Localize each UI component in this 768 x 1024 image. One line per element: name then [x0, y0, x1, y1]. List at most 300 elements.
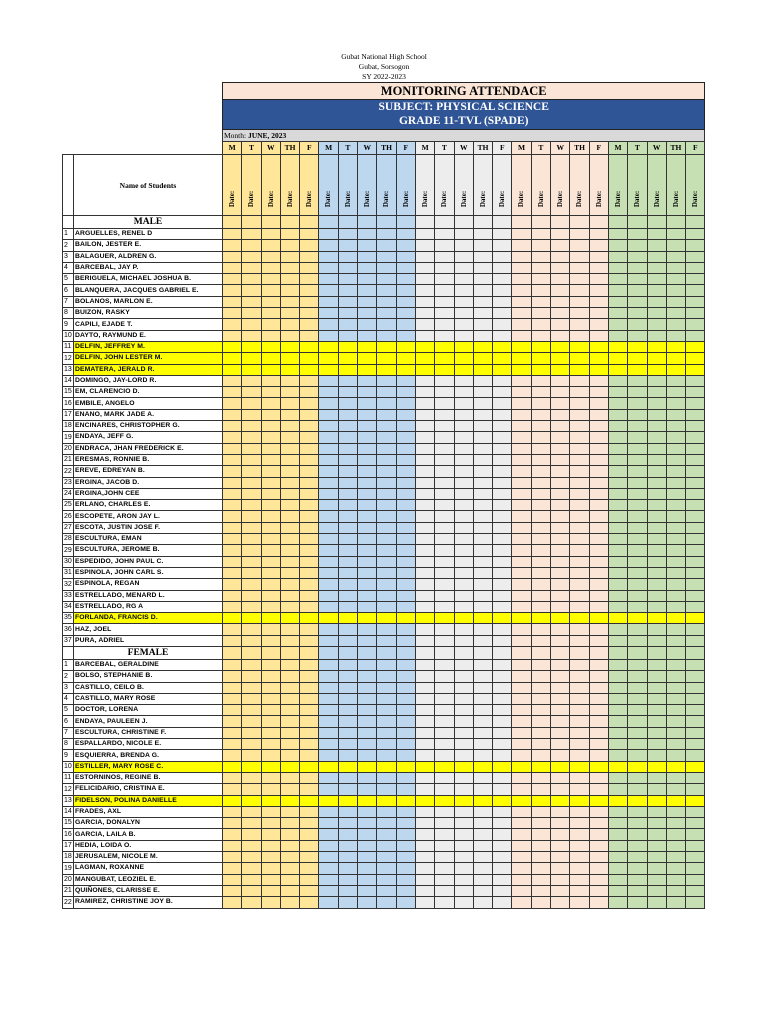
attendance-cell[interactable]	[261, 863, 280, 874]
attendance-cell[interactable]	[261, 387, 280, 398]
attendance-cell[interactable]	[261, 874, 280, 885]
attendance-cell[interactable]	[377, 772, 396, 783]
attendance-cell[interactable]	[396, 646, 415, 659]
attendance-cell[interactable]	[396, 534, 415, 545]
attendance-cell[interactable]	[358, 716, 377, 727]
attendance-cell[interactable]	[493, 409, 512, 420]
attendance-cell[interactable]	[415, 705, 434, 716]
attendance-cell[interactable]	[242, 274, 261, 285]
attendance-cell[interactable]	[493, 398, 512, 409]
attendance-cell[interactable]	[280, 421, 299, 432]
attendance-cell[interactable]	[319, 885, 338, 896]
attendance-cell[interactable]	[415, 727, 434, 738]
attendance-cell[interactable]	[377, 229, 396, 240]
attendance-cell[interactable]	[493, 488, 512, 499]
attendance-cell[interactable]	[280, 262, 299, 273]
attendance-cell[interactable]	[396, 897, 415, 908]
attendance-cell[interactable]	[358, 795, 377, 806]
attendance-cell[interactable]	[223, 216, 242, 229]
attendance-cell[interactable]	[319, 659, 338, 670]
attendance-cell[interactable]	[551, 671, 570, 682]
attendance-cell[interactable]	[570, 646, 589, 659]
attendance-cell[interactable]	[512, 635, 531, 646]
attendance-cell[interactable]	[686, 784, 705, 795]
attendance-cell[interactable]	[570, 567, 589, 578]
attendance-cell[interactable]	[608, 624, 627, 635]
attendance-cell[interactable]	[493, 784, 512, 795]
attendance-cell[interactable]	[531, 477, 550, 488]
attendance-cell[interactable]	[415, 579, 434, 590]
attendance-cell[interactable]	[493, 454, 512, 465]
attendance-cell[interactable]	[261, 795, 280, 806]
attendance-cell[interactable]	[300, 477, 319, 488]
attendance-cell[interactable]	[242, 522, 261, 533]
attendance-cell[interactable]	[512, 500, 531, 511]
attendance-cell[interactable]	[570, 296, 589, 307]
attendance-cell[interactable]	[300, 522, 319, 533]
attendance-cell[interactable]	[242, 409, 261, 420]
attendance-cell[interactable]	[666, 308, 685, 319]
attendance-cell[interactable]	[338, 567, 357, 578]
attendance-cell[interactable]	[666, 761, 685, 772]
attendance-cell[interactable]	[647, 635, 666, 646]
attendance-cell[interactable]	[551, 829, 570, 840]
attendance-cell[interactable]	[531, 353, 550, 364]
attendance-cell[interactable]	[512, 761, 531, 772]
attendance-cell[interactable]	[589, 852, 608, 863]
attendance-cell[interactable]	[473, 739, 492, 750]
attendance-cell[interactable]	[589, 646, 608, 659]
attendance-cell[interactable]	[666, 466, 685, 477]
attendance-cell[interactable]	[454, 659, 473, 670]
attendance-cell[interactable]	[686, 308, 705, 319]
attendance-cell[interactable]	[319, 285, 338, 296]
attendance-cell[interactable]	[261, 567, 280, 578]
attendance-cell[interactable]	[377, 613, 396, 624]
attendance-cell[interactable]	[531, 341, 550, 352]
attendance-cell[interactable]	[608, 852, 627, 863]
attendance-cell[interactable]	[435, 353, 454, 364]
attendance-cell[interactable]	[589, 897, 608, 908]
attendance-cell[interactable]	[280, 511, 299, 522]
attendance-cell[interactable]	[223, 240, 242, 251]
attendance-cell[interactable]	[666, 240, 685, 251]
attendance-cell[interactable]	[666, 682, 685, 693]
attendance-cell[interactable]	[551, 454, 570, 465]
attendance-cell[interactable]	[473, 840, 492, 851]
attendance-cell[interactable]	[261, 319, 280, 330]
attendance-cell[interactable]	[570, 818, 589, 829]
attendance-cell[interactable]	[300, 511, 319, 522]
attendance-cell[interactable]	[512, 511, 531, 522]
attendance-cell[interactable]	[338, 806, 357, 817]
attendance-cell[interactable]	[280, 693, 299, 704]
attendance-cell[interactable]	[377, 601, 396, 612]
attendance-cell[interactable]	[338, 534, 357, 545]
attendance-cell[interactable]	[338, 716, 357, 727]
attendance-cell[interactable]	[280, 567, 299, 578]
attendance-cell[interactable]	[396, 500, 415, 511]
attendance-cell[interactable]	[570, 443, 589, 454]
attendance-cell[interactable]	[223, 330, 242, 341]
attendance-cell[interactable]	[377, 829, 396, 840]
attendance-cell[interactable]	[531, 897, 550, 908]
attendance-cell[interactable]	[377, 556, 396, 567]
attendance-cell[interactable]	[435, 659, 454, 670]
attendance-cell[interactable]	[608, 341, 627, 352]
attendance-cell[interactable]	[435, 500, 454, 511]
attendance-cell[interactable]	[473, 646, 492, 659]
attendance-cell[interactable]	[300, 590, 319, 601]
attendance-cell[interactable]	[358, 240, 377, 251]
attendance-cell[interactable]	[551, 229, 570, 240]
attendance-cell[interactable]	[242, 454, 261, 465]
attendance-cell[interactable]	[512, 353, 531, 364]
attendance-cell[interactable]	[242, 567, 261, 578]
attendance-cell[interactable]	[223, 511, 242, 522]
attendance-cell[interactable]	[666, 840, 685, 851]
attendance-cell[interactable]	[415, 635, 434, 646]
attendance-cell[interactable]	[493, 319, 512, 330]
attendance-cell[interactable]	[531, 840, 550, 851]
attendance-cell[interactable]	[300, 818, 319, 829]
attendance-cell[interactable]	[454, 274, 473, 285]
attendance-cell[interactable]	[338, 432, 357, 443]
attendance-cell[interactable]	[589, 443, 608, 454]
attendance-cell[interactable]	[531, 398, 550, 409]
attendance-cell[interactable]	[570, 784, 589, 795]
attendance-cell[interactable]	[589, 761, 608, 772]
attendance-cell[interactable]	[686, 739, 705, 750]
attendance-cell[interactable]	[628, 511, 647, 522]
attendance-cell[interactable]	[358, 840, 377, 851]
attendance-cell[interactable]	[608, 716, 627, 727]
attendance-cell[interactable]	[608, 727, 627, 738]
attendance-cell[interactable]	[551, 500, 570, 511]
attendance-cell[interactable]	[358, 353, 377, 364]
attendance-cell[interactable]	[280, 308, 299, 319]
attendance-cell[interactable]	[666, 522, 685, 533]
attendance-cell[interactable]	[647, 240, 666, 251]
attendance-cell[interactable]	[300, 545, 319, 556]
attendance-cell[interactable]	[473, 319, 492, 330]
attendance-cell[interactable]	[300, 364, 319, 375]
attendance-cell[interactable]	[300, 285, 319, 296]
attendance-cell[interactable]	[377, 761, 396, 772]
attendance-cell[interactable]	[666, 556, 685, 567]
attendance-cell[interactable]	[396, 274, 415, 285]
attendance-cell[interactable]	[377, 500, 396, 511]
attendance-cell[interactable]	[396, 863, 415, 874]
attendance-cell[interactable]	[551, 761, 570, 772]
attendance-cell[interactable]	[280, 488, 299, 499]
attendance-cell[interactable]	[473, 364, 492, 375]
attendance-cell[interactable]	[493, 897, 512, 908]
attendance-cell[interactable]	[454, 750, 473, 761]
attendance-cell[interactable]	[608, 466, 627, 477]
attendance-cell[interactable]	[512, 818, 531, 829]
attendance-cell[interactable]	[223, 624, 242, 635]
attendance-cell[interactable]	[223, 308, 242, 319]
attendance-cell[interactable]	[589, 409, 608, 420]
attendance-cell[interactable]	[531, 818, 550, 829]
attendance-cell[interactable]	[608, 308, 627, 319]
attendance-cell[interactable]	[280, 375, 299, 386]
attendance-cell[interactable]	[666, 750, 685, 761]
attendance-cell[interactable]	[435, 522, 454, 533]
attendance-cell[interactable]	[415, 682, 434, 693]
attendance-cell[interactable]	[608, 262, 627, 273]
attendance-cell[interactable]	[570, 229, 589, 240]
attendance-cell[interactable]	[338, 750, 357, 761]
attendance-cell[interactable]	[435, 296, 454, 307]
attendance-cell[interactable]	[647, 308, 666, 319]
attendance-cell[interactable]	[686, 863, 705, 874]
attendance-cell[interactable]	[377, 330, 396, 341]
attendance-cell[interactable]	[338, 296, 357, 307]
attendance-cell[interactable]	[261, 624, 280, 635]
attendance-cell[interactable]	[531, 409, 550, 420]
attendance-cell[interactable]	[242, 705, 261, 716]
attendance-cell[interactable]	[493, 240, 512, 251]
attendance-cell[interactable]	[647, 432, 666, 443]
attendance-cell[interactable]	[454, 500, 473, 511]
attendance-cell[interactable]	[223, 454, 242, 465]
attendance-cell[interactable]	[473, 330, 492, 341]
attendance-cell[interactable]	[531, 579, 550, 590]
attendance-cell[interactable]	[686, 341, 705, 352]
attendance-cell[interactable]	[686, 319, 705, 330]
attendance-cell[interactable]	[319, 330, 338, 341]
attendance-cell[interactable]	[531, 229, 550, 240]
attendance-cell[interactable]	[493, 421, 512, 432]
attendance-cell[interactable]	[223, 409, 242, 420]
attendance-cell[interactable]	[338, 590, 357, 601]
attendance-cell[interactable]	[242, 818, 261, 829]
attendance-cell[interactable]	[280, 432, 299, 443]
attendance-cell[interactable]	[551, 251, 570, 262]
attendance-cell[interactable]	[493, 579, 512, 590]
attendance-cell[interactable]	[628, 216, 647, 229]
attendance-cell[interactable]	[396, 409, 415, 420]
attendance-cell[interactable]	[377, 262, 396, 273]
attendance-cell[interactable]	[223, 646, 242, 659]
attendance-cell[interactable]	[551, 646, 570, 659]
attendance-cell[interactable]	[358, 784, 377, 795]
attendance-cell[interactable]	[358, 659, 377, 670]
attendance-cell[interactable]	[261, 409, 280, 420]
attendance-cell[interactable]	[512, 624, 531, 635]
attendance-cell[interactable]	[512, 330, 531, 341]
attendance-cell[interactable]	[589, 705, 608, 716]
attendance-cell[interactable]	[358, 818, 377, 829]
attendance-cell[interactable]	[608, 409, 627, 420]
attendance-cell[interactable]	[242, 671, 261, 682]
attendance-cell[interactable]	[589, 534, 608, 545]
attendance-cell[interactable]	[280, 772, 299, 783]
attendance-cell[interactable]	[319, 341, 338, 352]
attendance-cell[interactable]	[454, 727, 473, 738]
attendance-cell[interactable]	[223, 829, 242, 840]
attendance-cell[interactable]	[261, 739, 280, 750]
attendance-cell[interactable]	[473, 659, 492, 670]
attendance-cell[interactable]	[300, 443, 319, 454]
attendance-cell[interactable]	[358, 409, 377, 420]
attendance-cell[interactable]	[531, 443, 550, 454]
attendance-cell[interactable]	[377, 659, 396, 670]
attendance-cell[interactable]	[396, 229, 415, 240]
attendance-cell[interactable]	[319, 500, 338, 511]
attendance-cell[interactable]	[454, 579, 473, 590]
attendance-cell[interactable]	[435, 829, 454, 840]
attendance-cell[interactable]	[570, 739, 589, 750]
attendance-cell[interactable]	[589, 285, 608, 296]
attendance-cell[interactable]	[493, 829, 512, 840]
attendance-cell[interactable]	[358, 727, 377, 738]
attendance-cell[interactable]	[686, 364, 705, 375]
attendance-cell[interactable]	[647, 795, 666, 806]
attendance-cell[interactable]	[300, 432, 319, 443]
attendance-cell[interactable]	[454, 885, 473, 896]
attendance-cell[interactable]	[512, 262, 531, 273]
attendance-cell[interactable]	[223, 296, 242, 307]
attendance-cell[interactable]	[666, 727, 685, 738]
attendance-cell[interactable]	[319, 511, 338, 522]
attendance-cell[interactable]	[473, 693, 492, 704]
attendance-cell[interactable]	[608, 330, 627, 341]
attendance-cell[interactable]	[377, 443, 396, 454]
attendance-cell[interactable]	[512, 421, 531, 432]
attendance-cell[interactable]	[377, 387, 396, 398]
attendance-cell[interactable]	[589, 739, 608, 750]
attendance-cell[interactable]	[338, 761, 357, 772]
attendance-cell[interactable]	[628, 818, 647, 829]
attendance-cell[interactable]	[223, 682, 242, 693]
attendance-cell[interactable]	[396, 353, 415, 364]
attendance-cell[interactable]	[628, 874, 647, 885]
attendance-cell[interactable]	[589, 874, 608, 885]
attendance-cell[interactable]	[628, 829, 647, 840]
attendance-cell[interactable]	[608, 682, 627, 693]
attendance-cell[interactable]	[377, 590, 396, 601]
attendance-cell[interactable]	[686, 511, 705, 522]
attendance-cell[interactable]	[531, 601, 550, 612]
attendance-cell[interactable]	[686, 885, 705, 896]
attendance-cell[interactable]	[512, 784, 531, 795]
attendance-cell[interactable]	[396, 739, 415, 750]
attendance-cell[interactable]	[493, 500, 512, 511]
attendance-cell[interactable]	[647, 274, 666, 285]
attendance-cell[interactable]	[242, 488, 261, 499]
attendance-cell[interactable]	[280, 341, 299, 352]
attendance-cell[interactable]	[415, 693, 434, 704]
attendance-cell[interactable]	[686, 829, 705, 840]
attendance-cell[interactable]	[435, 274, 454, 285]
attendance-cell[interactable]	[512, 646, 531, 659]
attendance-cell[interactable]	[300, 613, 319, 624]
attendance-cell[interactable]	[589, 500, 608, 511]
attendance-cell[interactable]	[396, 341, 415, 352]
attendance-cell[interactable]	[338, 601, 357, 612]
attendance-cell[interactable]	[531, 556, 550, 567]
attendance-cell[interactable]	[415, 874, 434, 885]
attendance-cell[interactable]	[454, 556, 473, 567]
attendance-cell[interactable]	[666, 795, 685, 806]
attendance-cell[interactable]	[358, 341, 377, 352]
attendance-cell[interactable]	[396, 682, 415, 693]
attendance-cell[interactable]	[454, 375, 473, 386]
attendance-cell[interactable]	[512, 874, 531, 885]
attendance-cell[interactable]	[551, 262, 570, 273]
attendance-cell[interactable]	[666, 646, 685, 659]
attendance-cell[interactable]	[473, 511, 492, 522]
attendance-cell[interactable]	[531, 534, 550, 545]
attendance-cell[interactable]	[589, 274, 608, 285]
attendance-cell[interactable]	[512, 319, 531, 330]
attendance-cell[interactable]	[242, 772, 261, 783]
attendance-cell[interactable]	[223, 443, 242, 454]
attendance-cell[interactable]	[512, 409, 531, 420]
attendance-cell[interactable]	[300, 840, 319, 851]
attendance-cell[interactable]	[319, 488, 338, 499]
attendance-cell[interactable]	[454, 671, 473, 682]
attendance-cell[interactable]	[319, 262, 338, 273]
attendance-cell[interactable]	[473, 251, 492, 262]
attendance-cell[interactable]	[686, 705, 705, 716]
attendance-cell[interactable]	[551, 556, 570, 567]
attendance-cell[interactable]	[473, 772, 492, 783]
attendance-cell[interactable]	[666, 601, 685, 612]
attendance-cell[interactable]	[666, 341, 685, 352]
attendance-cell[interactable]	[628, 624, 647, 635]
attendance-cell[interactable]	[377, 727, 396, 738]
attendance-cell[interactable]	[338, 646, 357, 659]
attendance-cell[interactable]	[686, 466, 705, 477]
attendance-cell[interactable]	[589, 488, 608, 499]
attendance-cell[interactable]	[358, 579, 377, 590]
attendance-cell[interactable]	[589, 613, 608, 624]
attendance-cell[interactable]	[377, 296, 396, 307]
attendance-cell[interactable]	[261, 601, 280, 612]
attendance-cell[interactable]	[358, 885, 377, 896]
attendance-cell[interactable]	[628, 398, 647, 409]
attendance-cell[interactable]	[300, 852, 319, 863]
attendance-cell[interactable]	[377, 534, 396, 545]
attendance-cell[interactable]	[415, 590, 434, 601]
attendance-cell[interactable]	[647, 716, 666, 727]
attendance-cell[interactable]	[512, 659, 531, 670]
attendance-cell[interactable]	[589, 296, 608, 307]
attendance-cell[interactable]	[493, 567, 512, 578]
attendance-cell[interactable]	[551, 364, 570, 375]
attendance-cell[interactable]	[589, 885, 608, 896]
attendance-cell[interactable]	[454, 454, 473, 465]
attendance-cell[interactable]	[628, 545, 647, 556]
attendance-cell[interactable]	[551, 863, 570, 874]
attendance-cell[interactable]	[261, 716, 280, 727]
attendance-cell[interactable]	[628, 319, 647, 330]
attendance-cell[interactable]	[242, 613, 261, 624]
attendance-cell[interactable]	[280, 477, 299, 488]
attendance-cell[interactable]	[512, 296, 531, 307]
attendance-cell[interactable]	[570, 806, 589, 817]
attendance-cell[interactable]	[454, 251, 473, 262]
attendance-cell[interactable]	[570, 840, 589, 851]
attendance-cell[interactable]	[435, 874, 454, 885]
attendance-cell[interactable]	[396, 795, 415, 806]
attendance-cell[interactable]	[358, 545, 377, 556]
attendance-cell[interactable]	[261, 818, 280, 829]
